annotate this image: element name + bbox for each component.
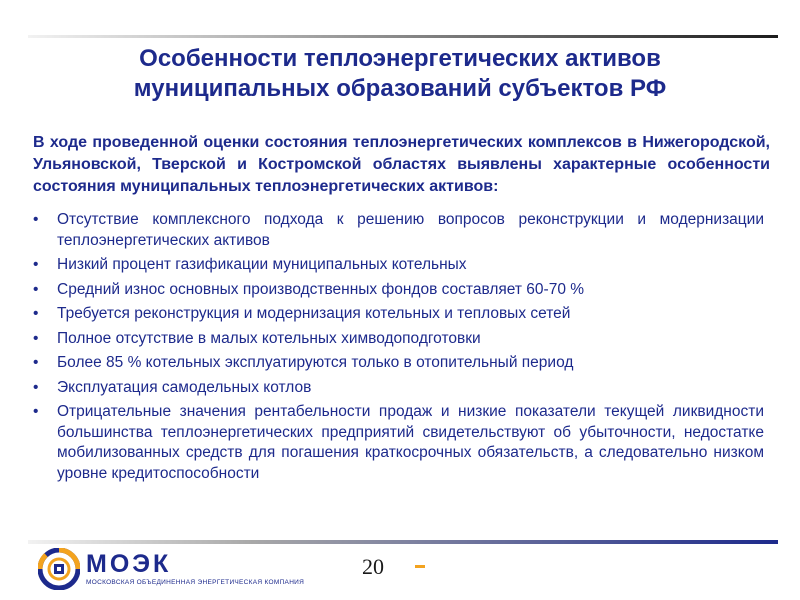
company-logo xyxy=(38,548,338,592)
title-line-2: муниципальных образований субъектов РФ xyxy=(133,75,667,102)
slide-title xyxy=(60,44,740,104)
bullet-item: • Отрицательные значения рентабельности продаж и низкие показатели текущей ликвидности большинства теплоэнергетических предприятий свидетельствуют об убыточности, недостатке мобилизованных средств для погашения краткосрочных обязательств, а следовательно низком уровне кредитоспособности xyxy=(33,402,764,484)
top-divider xyxy=(28,35,778,38)
bullet-item: • Низкий процент газификации муниципальных котельных xyxy=(33,255,764,276)
bullet-item: • Полное отсутствие в малых котельных химводоподготовки xyxy=(33,329,764,350)
bullet-item: • Эксплуатация самодельных котлов xyxy=(33,378,764,399)
intro-paragraph: В ходе проведенной оценки состояния теплоэнергетических комплексов в Нижегородской, Ульяновской, Тверской и Костромской областях выявлены характерные особенности состояния муниципальных теплоэнергетических активов: xyxy=(33,134,770,195)
bullet-item: • Требуется реконструкция и модернизация котельных и тепловых сетей xyxy=(33,304,764,325)
moek-logo-icon xyxy=(38,548,80,590)
bullet-item: • Отсутствие комплексного подхода к решению вопросов реконструкции и модернизации теплоэнергетических активов xyxy=(33,210,764,251)
logo-name: МОЭК xyxy=(86,550,172,578)
title-line-1: Особенности теплоэнергетических активов xyxy=(139,45,661,72)
bottom-divider xyxy=(28,540,778,544)
accent-dash xyxy=(415,565,425,568)
bullet-item: • Более 85 % котельных эксплуатируются только в отопительный период xyxy=(33,353,764,374)
bullet-list xyxy=(33,210,764,488)
bullet-item: • Средний износ основных производственных фондов составляет 60-70 % xyxy=(33,280,764,301)
logo-subtitle: МОСКОВСКАЯ ОБЪЕДИНЕННАЯ ЭНЕРГЕТИЧЕСКАЯ КОМПАНИЯ xyxy=(86,579,305,586)
page-number: 20 xyxy=(362,554,384,579)
